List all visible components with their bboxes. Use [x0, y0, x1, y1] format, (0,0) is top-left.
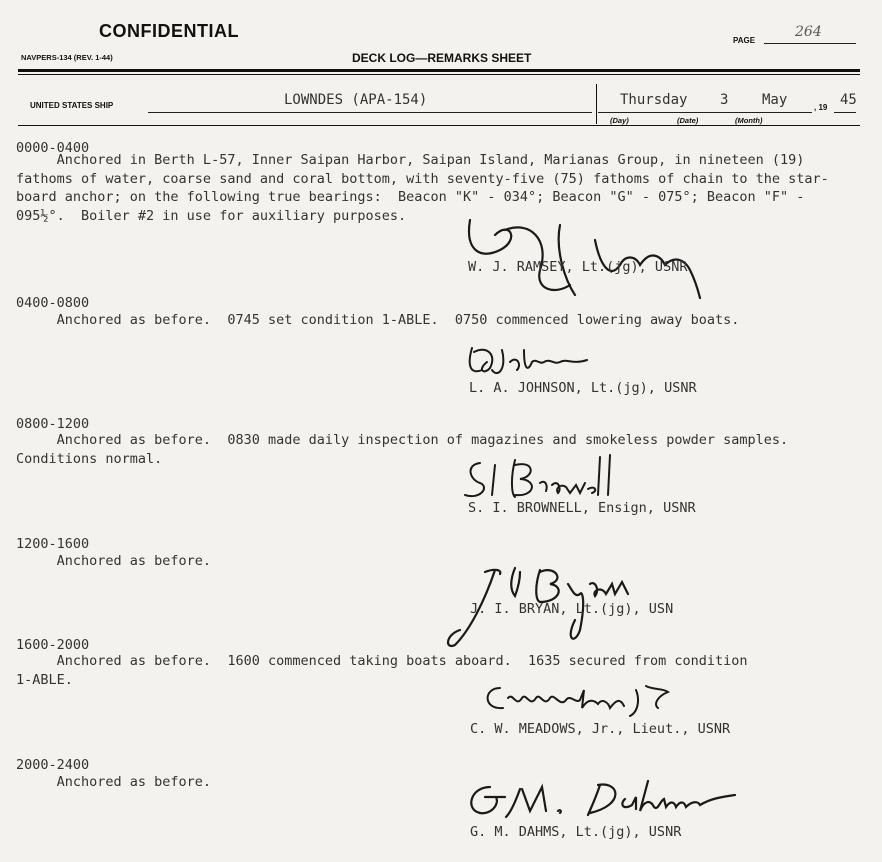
- remark-line: Anchored as before. 0745 set condition 1-ABLE. 0750 commenced lowering away boats.: [16, 312, 740, 328]
- remark-line: Anchored in Berth L-57, Inner Saipan Harbor, Saipan Island, Marianas Group, in nineteen (19): [16, 152, 805, 168]
- watch-time: 0800-1200: [16, 416, 90, 432]
- signature-johnson: [462, 340, 592, 380]
- remark-line: 1-ABLE.: [16, 671, 73, 688]
- signer-name: W. J. RAMSEY, Lt.(jg), USNR: [468, 259, 688, 275]
- header-rule-bottom: [18, 74, 860, 75]
- remark-line: Conditions normal.: [16, 450, 163, 467]
- watch-time: 2000-2400: [16, 757, 90, 773]
- watch-remarks: [16, 552, 211, 571]
- month-caption: (Month): [735, 116, 763, 125]
- signature-dahms: [460, 775, 740, 830]
- remark-line: Anchored as before.: [16, 774, 212, 790]
- log-date: 3: [720, 92, 729, 108]
- date-box-divider: [596, 84, 597, 124]
- watch-remarks: [16, 431, 788, 468]
- signer-name: J. I. BRYAN, Lt.(jg), USN: [470, 601, 674, 617]
- watch-time: 1600-2000: [16, 637, 90, 653]
- page-number: 264: [795, 24, 822, 40]
- remark-line: Anchored as before. 1600 commenced taking boats aboard. 1635 secured from condition: [16, 653, 748, 669]
- signature-meadows: [478, 680, 678, 725]
- classification-label: CONFIDENTIAL: [99, 21, 239, 41]
- signer-name: L. A. JOHNSON, Lt.(jg), USNR: [469, 380, 697, 396]
- signer-name: S. I. BROWNELL, Ensign, USNR: [468, 500, 696, 516]
- day-caption: (Day): [610, 116, 629, 125]
- signer-name: C. W. MEADOWS, Jr., Lieut., USNR: [470, 721, 731, 737]
- signature-brownell: [460, 455, 630, 505]
- remark-line: 095½°. Boiler #2 in use for auxiliary purposes.: [16, 207, 407, 224]
- ship-label: UNITED STATES SHIP: [30, 101, 114, 110]
- log-day: Thursday: [620, 92, 688, 108]
- form-title: DECK LOG—REMARKS SHEET: [352, 51, 532, 65]
- log-month: May: [762, 92, 788, 108]
- signature-ramsey: [460, 210, 710, 300]
- watch-remarks: [16, 311, 739, 330]
- ship-name: LOWNDES (APA-154): [284, 92, 428, 108]
- header-rule-top: [18, 69, 860, 72]
- log-year: 45: [840, 92, 857, 108]
- year-prefix: , 19: [814, 103, 828, 112]
- date-caption: (Date): [677, 116, 699, 125]
- remark-line: fathoms of water, coarse sand and coral bottom, with seventy-five (75) fathoms of chain to the star-: [16, 170, 829, 187]
- watch-remarks: [16, 773, 211, 792]
- remark-line: Anchored as before. 0830 made daily inspection of magazines and smokeless powder samples.: [16, 432, 789, 448]
- page-label: PAGE: [733, 36, 756, 45]
- header-rule-lower: [18, 125, 860, 126]
- remark-line: Anchored as before.: [16, 553, 212, 569]
- watch-time: 0000-0400: [16, 140, 90, 156]
- watch-time: 0400-0800: [16, 295, 90, 311]
- signer-name: G. M. DAHMS, Lt.(jg), USNR: [470, 824, 682, 840]
- watch-time: 1200-1600: [16, 536, 90, 552]
- remark-line: board anchor; on the following true bearings: Beacon "K" - 034°; Beacon "G" - 075°; Beacon "F" -: [16, 189, 805, 205]
- form-number: NAVPERS-134 (REV. 1-44): [21, 53, 113, 62]
